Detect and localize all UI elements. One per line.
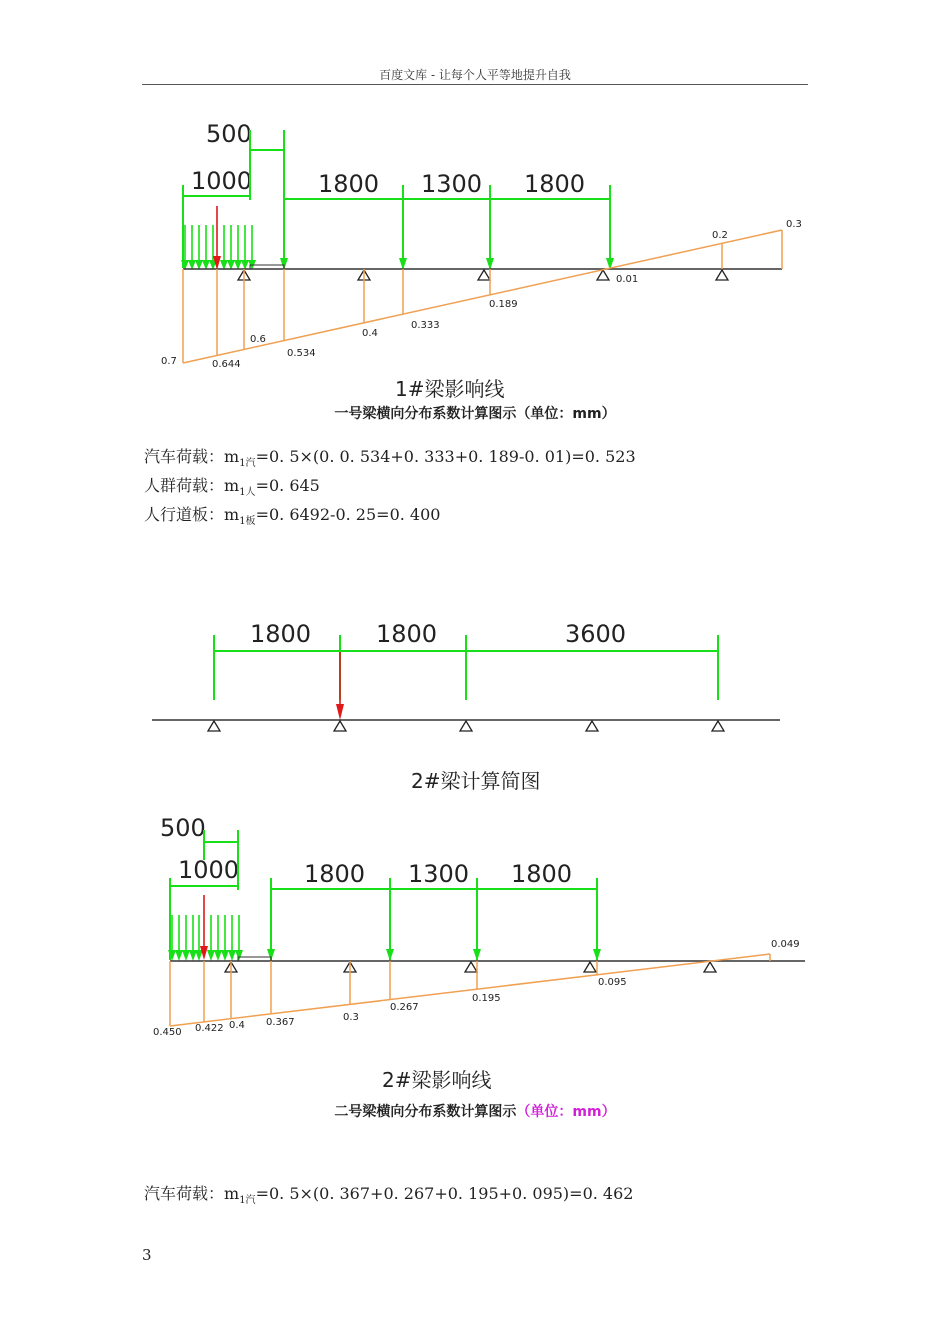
- val-0.3: 0.3: [786, 219, 802, 230]
- diagram3-subtitle: 2#梁影响线: [382, 1068, 492, 1092]
- dim-1800-d: 1800: [376, 620, 438, 648]
- dim-1800-c: 1800: [250, 620, 312, 648]
- val-0.422: 0.422: [195, 1023, 224, 1034]
- dim-1000: 1000: [191, 167, 253, 195]
- beam2-influence-diagram: [0, 800, 950, 1100]
- dim-1800-f: 1800: [511, 860, 573, 888]
- val-0.367: 0.367: [266, 1017, 295, 1028]
- dim-1300: 1300: [421, 170, 483, 198]
- formula-vehicle-load-1: 汽车荷载：$m_{1汽}=0$. 5×(0. 0. 534+0. 333+0. 189-0. 01)=0. 523: [144, 447, 636, 470]
- diagram1-caption: 一号梁横向分布系数计算图示（单位：mm）: [334, 406, 616, 422]
- val-0.095: 0.095: [598, 977, 627, 988]
- beam1-influence-diagram: [0, 100, 950, 400]
- val-0.3: 0.3: [343, 1012, 359, 1023]
- dim-500-b: 500: [160, 814, 206, 842]
- page-number: 3: [142, 1246, 152, 1264]
- val-0.4: 0.4: [362, 328, 378, 339]
- diagram3-caption: 二号梁横向分布系数计算图示（单位：mm）: [334, 1104, 616, 1120]
- formula-vehicle-load-2: 汽车荷载：$m_{1汽}=0$. 5×(0. 367+0. 267+0. 195+0. 095)=0. 462: [144, 1184, 634, 1207]
- formula-crowd-load: 人群荷载：$m_{1人}=0$. 645: [144, 476, 320, 499]
- val-0.7: 0.7: [161, 356, 177, 367]
- dim-3600: 3600: [565, 620, 627, 648]
- val-0.189: 0.189: [489, 299, 518, 310]
- page-header: 百度文库 - 让每个人平等地提升自我: [379, 68, 571, 82]
- dim-500: 500: [206, 120, 252, 148]
- val-0.644: 0.644: [212, 359, 241, 370]
- val-0.450: 0.450: [153, 1027, 182, 1038]
- val-0.6: 0.6: [250, 334, 266, 345]
- val-0.049: 0.049: [771, 939, 800, 950]
- val-0.4-b: 0.4: [229, 1020, 245, 1031]
- header-rule: [142, 84, 808, 85]
- dim-1800-b: 1800: [524, 170, 586, 198]
- diagram2-subtitle: 2#梁计算简图: [411, 769, 541, 793]
- diagram1-subtitle: 1#梁影响线: [395, 377, 505, 400]
- dim-1800-a: 1800: [318, 170, 380, 198]
- val-0.01: 0.01: [616, 274, 639, 285]
- beam2-calc-diagram: [0, 610, 950, 800]
- val-0.2: 0.2: [712, 230, 728, 241]
- dim-1000-b: 1000: [178, 856, 240, 884]
- val-0.333: 0.333: [411, 320, 440, 331]
- val-0.267: 0.267: [390, 1002, 419, 1013]
- dim-1800-e: 1800: [304, 860, 366, 888]
- dim-1300-b: 1300: [408, 860, 470, 888]
- val-0.534: 0.534: [287, 348, 316, 359]
- formula-sidewalk-slab: 人行道板：$m_{1板}=0$. 6492-0. 25=0. 400: [144, 505, 441, 528]
- val-0.195: 0.195: [472, 993, 501, 1004]
